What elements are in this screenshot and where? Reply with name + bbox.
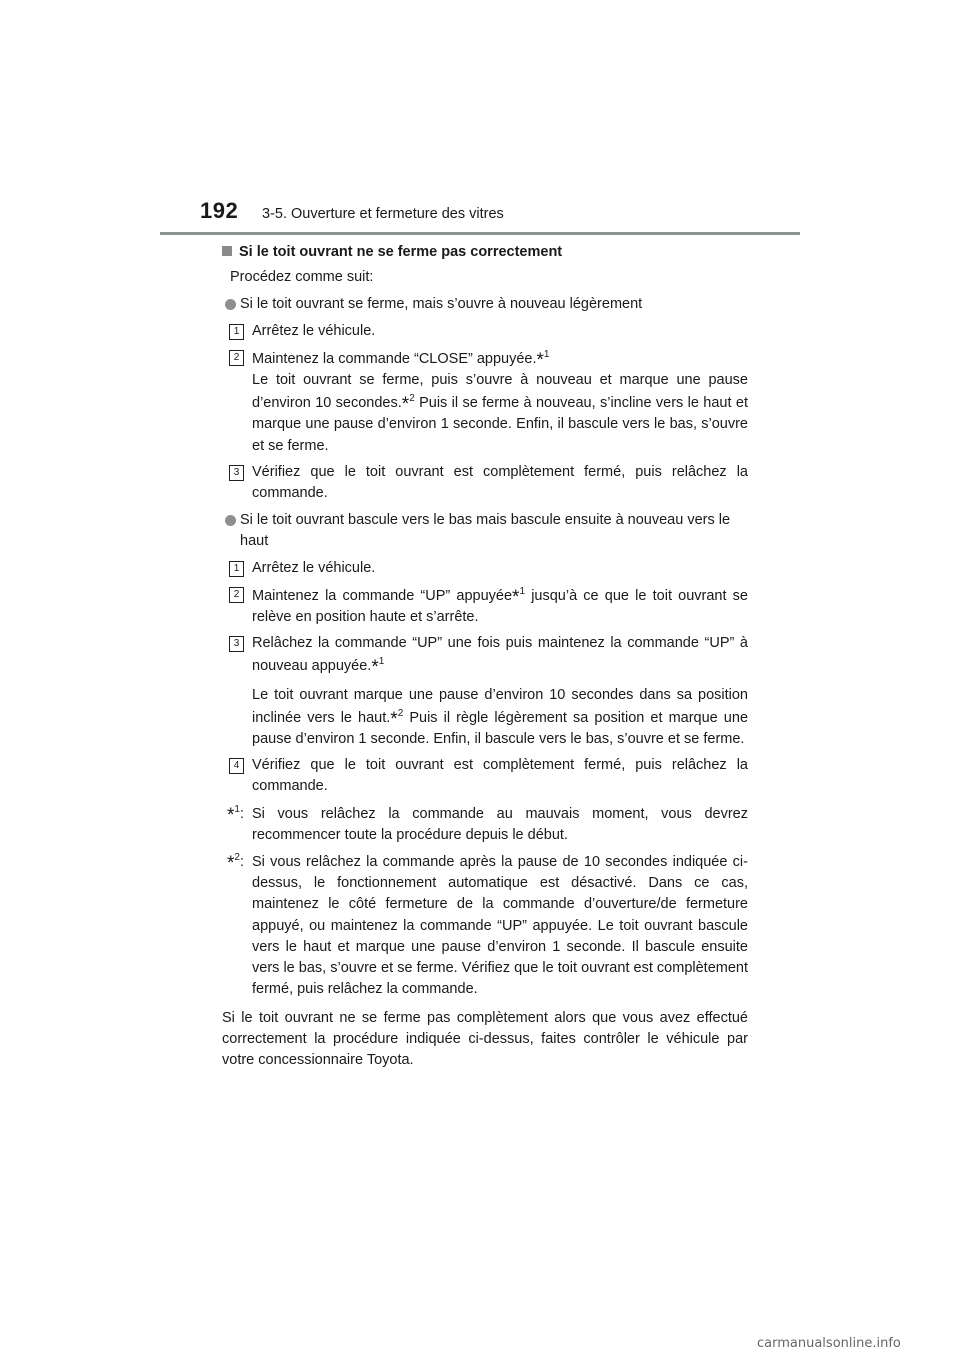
intro-text: Procédez comme suit: (230, 269, 374, 286)
case-1-title (224, 294, 748, 315)
case-2-step-1 (222, 558, 748, 579)
footnote-number: 1 (234, 803, 240, 815)
step-text: Relâchez la commande “UP” une fois puis maintenez la commande “UP” à nouveau appuyée. (252, 635, 748, 675)
step-number-box: 1 (229, 561, 244, 577)
step-text: Maintenez la commande “UP” appuyée (252, 587, 513, 604)
step-number-box: 3 (229, 636, 244, 652)
case-1-step-1 (222, 321, 748, 342)
footnote-ref: 2 (397, 708, 404, 720)
main-content (222, 242, 748, 1071)
section-title: 3-5. Ouverture et fermeture des vitres (262, 206, 504, 222)
footnote-ref: 1 (519, 586, 526, 598)
subsection-heading (222, 242, 748, 263)
footnote-ref: 1 (378, 656, 385, 668)
footnote-star-icon: * (227, 804, 235, 826)
footnote-number: 2 (234, 852, 240, 864)
step-number-box: 1 (229, 324, 244, 340)
watermark: carmanualsonline.info (757, 1336, 901, 1351)
case-1-step-3 (222, 462, 748, 504)
step-text: Vérifiez que le toit ouvrant est complètement fermé, puis relâchez la commande. (252, 757, 748, 795)
step-number-box: 2 (229, 587, 244, 603)
step-detail-text-cont: Puis il règle légèrement sa position et marque une pause d’environ 1 seconde. Enfin, il bascule vers le bas, s’ouvre et se ferme. (252, 709, 749, 748)
step-number-box: 3 (229, 465, 244, 481)
step-number-box: 2 (229, 350, 244, 366)
step-text-cont: jusqu’à ce que le toit ouvrant se relève en position haute et s’arrête. (252, 587, 748, 626)
heading-text: Si le toit ouvrant ne se ferme pas correctement (239, 244, 563, 260)
case-2-step-4 (222, 755, 748, 797)
case-1-title-text: Si le toit ouvrant se ferme, mais s’ouvre à nouveau légèrement (240, 296, 643, 313)
footnote-ref: 2 (409, 393, 415, 405)
footnote-star-icon: * (512, 586, 520, 608)
case-2-title-text: Si le toit ouvrant bascule vers le bas mais bascule ensuite à nouveau vers le haut (240, 512, 731, 550)
footnote-text: Si vous relâchez la commande au mauvais moment, vous devrez recommencer toute la procédure depuis le début. (252, 805, 748, 843)
header-rule (160, 232, 800, 235)
case-2-step-3 (222, 633, 748, 750)
square-bullet-icon (222, 246, 232, 256)
step-text: Arrêtez le véhicule. (252, 559, 376, 576)
step-text: Vérifiez que le toit ouvrant est complètement fermé, puis relâchez la commande. (252, 463, 748, 502)
footnote-1 (222, 804, 748, 846)
step-text: Arrêtez le véhicule. (252, 322, 376, 339)
step-detail-text: Le toit ouvrant se ferme, puis s’ouvre à nouveau et marque une pause d’environ 10 secondes. (252, 372, 748, 412)
circle-bullet-icon (225, 299, 236, 310)
step-text: Maintenez la commande “CLOSE” appuyée. (252, 350, 537, 367)
step-number-box: 4 (229, 758, 244, 774)
step-detail-text-cont: Puis il se ferme à nouveau, s’incline vers le haut et marque une pause d’environ 1 seconde. Enfin, il bascule vers le bas, s’ouvre et se ferme. (252, 395, 748, 454)
footnote-ref: 1 (543, 348, 550, 360)
footnote-2 (222, 852, 748, 1000)
footnote-marker: *$^2$: (227, 852, 244, 875)
case-1-step-2 (222, 347, 748, 457)
footnote-star-icon: * (401, 394, 410, 416)
case-2-step-2 (222, 584, 748, 628)
footnote-marker: *$^1$: (227, 803, 244, 826)
footnote-star-icon: * (227, 853, 235, 875)
footnote-star-icon: * (390, 708, 398, 730)
footnote-star-icon: * (371, 657, 379, 679)
footnote-star-icon: * (536, 349, 544, 371)
step-detail-text: Le toit ouvrant marque une pause d’environ 10 secondes dans sa position inclinée vers le haut. (252, 686, 748, 726)
closing-paragraph: Si le toit ouvrant ne se ferme pas complètement alors que vous avez effectué correctement la procédure indiquée ci-dessus, faites contrôler le véhicule par votre concessionnaire Toyota. (222, 1009, 748, 1068)
case-2-title (224, 510, 748, 552)
footnote-text: Si vous relâchez la commande après la pause de 10 secondes indiquée ci-dessus, le fonctionnement automatique est désactivé. Dans ce cas, maintenez le côté fermeture de la commande d’ouverture/de fermeture appuyé, ou maintenez la commande “UP” appuyée. Le toit ouvrant bascule vers le haut et marque une pause d’environ 1 seconde. Il bascule ensuite vers le bas, s’ouvre et se ferme. Vérifiez que le toit ouvrant est complètement fermé, puis relâchez la commande. (252, 854, 748, 998)
circle-bullet-icon (225, 515, 236, 526)
page-number: 192 (200, 198, 239, 223)
